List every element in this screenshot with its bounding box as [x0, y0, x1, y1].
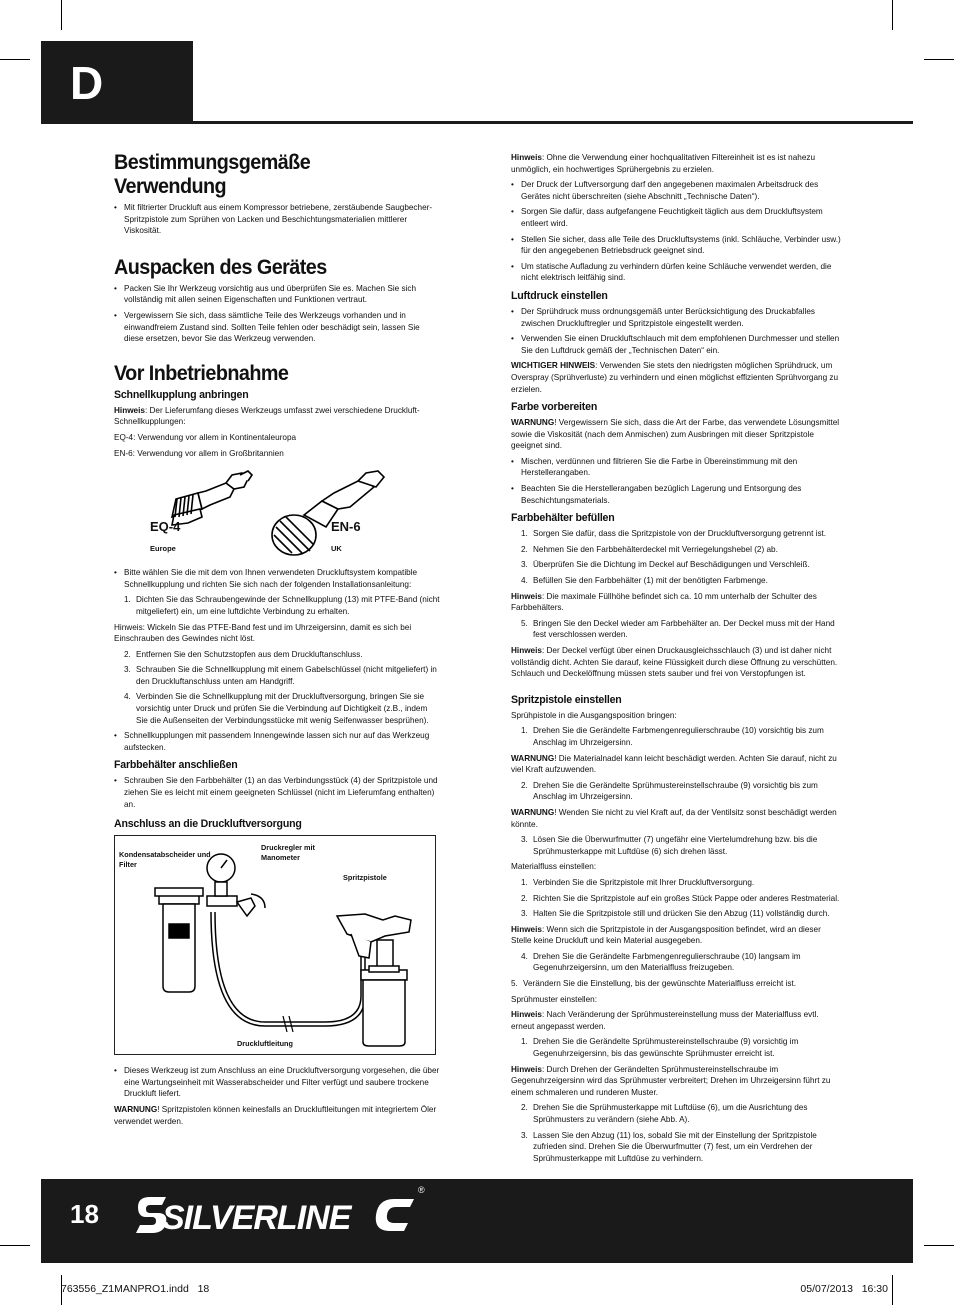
warning-text: ! Die Materialnadel kann leicht beschädigt werden. Achten Sie darauf, nicht zu viel Kraft aufzuwenden.: [511, 753, 837, 775]
filter-label: Kondensatabscheider und Filter: [119, 850, 211, 870]
crop-mark: [892, 0, 893, 30]
subheading-fill: Farbbehälter befüllen: [511, 512, 615, 525]
regulator-label: Druckregler mit Manometer: [261, 843, 315, 863]
hint-label: Hinweis: [511, 1064, 542, 1074]
heading-before-use: Vor Inbetriebnahme: [114, 360, 289, 385]
list-item: 3. Lösen Sie die Überwurfmutter (7) ungefähr eine Viertelumdrehung bzw. bis die Sprühmusterkappe mit Luftdüse (6) sich drehen lässt.: [521, 835, 818, 856]
coupling-figure: [114, 465, 440, 561]
hose-label: Druckluftleitung: [237, 1039, 293, 1049]
warning-label: WARNUNG: [511, 418, 555, 428]
step-text: Entfernen Sie den Schutzstopfen aus dem Druckluftanschluss.: [136, 649, 363, 659]
heading-intended-use: Bestimmungsgemäße Verwendung: [114, 150, 311, 198]
step-text: Dichten Sie das Schraubengewinde der Schnellkupplung (13) mit PTFE-Band (nicht mitgeliefert) ein, um eine luftdichte Verbindung zu erhalten.: [136, 595, 440, 616]
warning-paragraph: [114, 1104, 440, 1127]
step-text: Verbinden Sie die Schnellkupplung mit der Druckluftversorgung, bringen Sie sie vorsichtig unter Druck und prüfen Sie die Verbindung auf Dichtigkeit (z.B., indem Sie die Außenseiten der Verbindungsstücke mit wenig Seifenwasser besprühen).: [136, 692, 429, 725]
hint-label: Hinweis: [511, 1010, 542, 1020]
left-column: [114, 150, 440, 1131]
hint-paragraph: [511, 645, 841, 680]
step-text: Sorgen Sie dafür, dass die Spritzpistole von der Druckluftversorgung getrennt ist.: [533, 529, 827, 539]
step-text: Halten Sie die Spritzpistole still und drücken Sie den Abzug (11) vollständig durch.: [533, 909, 830, 919]
warning-text: ! Vergewissern Sie sich, dass die Art der Farbe, das verwendete Lösungsmittel sowie die Viskosität (nach dem Anmischen) zum Ausbringen mit dieser Spritzpistole geeignet sind.: [511, 418, 840, 451]
crop-mark: [61, 0, 62, 30]
warning-text: ! Wenden Sie nicht zu viel Kraft auf, da der Ventilsitz sonst beschädigt werden könnte.: [511, 807, 837, 829]
important-paragraph: [511, 360, 841, 395]
step-text: Drehen Sie die Gerändelte Sprühmustereinstellschraube (9) vorsichtig bis zum Anschlag im Uhrzeigersinn.: [533, 780, 818, 802]
step-text: Lassen Sie den Abzug (11) los, sobald Sie mit der Einstellung der Spritzpistole zufrieden sind. Drehen Sie die Überwurfmutter (7) fest, um ein Verdrehen der Sprühmusterkappe mit Luftdüse zu verhindern.: [533, 1130, 817, 1163]
list-item: 2. Entfernen Sie den Schutzstopfen aus dem Druckluftanschluss.: [124, 649, 363, 659]
gun-label: Spritzpistole: [343, 873, 387, 883]
list-item: • Sorgen Sie dafür, dass aufgefangene Feuchtigkeit täglich aus dem Druckluftsystem entleert wird.: [511, 206, 841, 229]
hint-paragraph: [114, 405, 440, 428]
list-item: • Um statische Aufladung zu verhindern dürfen keine Schläuche verwendet werden, die nicht elektrisch leitfähig sind.: [511, 261, 841, 284]
list-item: 3. Schrauben Sie die Schnellkupplung mit einem Gabelschlüssel (nicht mitgeliefert) in den Druckluftanschluss unten am Handgriff.: [124, 665, 437, 686]
step-text: Verändern Sie die Einstellung, bis der gewünschte Materialfluss erreicht ist.: [523, 979, 797, 989]
list-item: 2. Richten Sie die Spritzpistole auf ein großes Stück Pappe oder anderes Restmaterial.: [521, 893, 840, 903]
eq4-coupling-icon: [172, 471, 252, 525]
list-item: 4. Drehen Sie die Gerändelte Farbmengenregulierschraube (10) langsam im Gegenuhrzeigersinn, um den Materialfluss freizugeben.: [521, 951, 801, 973]
eq4-region: Europe: [150, 544, 176, 554]
step-text: Nehmen Sie den Farbbehälterdeckel mit Verriegelungshebel (2) ab.: [533, 544, 778, 554]
page-number: 18: [70, 1199, 99, 1229]
list-item: 1. Sorgen Sie dafür, dass die Spritzpistole von der Druckluftversorgung getrennt ist.: [521, 529, 827, 539]
crop-mark: [0, 59, 30, 60]
right-column: [511, 152, 841, 1168]
hint-label: Hinweis: [511, 591, 542, 601]
list-item: 1. Verbinden Sie die Spritzpistole mit Ihrer Druckluftversorgung.: [521, 877, 755, 887]
subheading-adjust: Spritzpistole einstellen: [511, 693, 622, 706]
step-text: Bringen Sie den Deckel wieder am Farbbehälter an. Der Deckel muss mit der Hand fest verschlossen werden.: [533, 618, 835, 640]
registered-mark: ®: [418, 1185, 425, 1195]
list-item: • Stellen Sie sicher, dass alle Teile des Druckluftsystems (inkl. Schläuche, Verbinder usw.) für den angegebenen Betriebsdruck geeignet sind.: [511, 234, 841, 257]
list-item: • Beachten Sie die Herstellerangaben bezüglich Lagerung und Entsorgung des Beschichtungsmaterials.: [511, 483, 841, 506]
list-item: • Bitte wählen Sie die mit dem von Ihnen verwendeten Druckluftsystem kompatible Schnellkupplung und richten Sie sich nach der folgenden Installationsanleitung:: [114, 567, 440, 590]
eq4-line: EQ-4: Verwendung vor allem in Kontinentaleuropa: [114, 432, 297, 442]
hint-text: : Der Deckel verfügt über einen Druckausgleichsschlauch (3) und ist daher nicht vollständig dicht. Achten Sie darauf, keine Flüssigkeit durch diese Öffnung zu verschütten. Schlauch und Deckelöffnung müssen stets sauber und frei von Verstopfungen ist.: [511, 646, 838, 679]
list-item: 3. Halten Sie die Spritzpistole still und drücken Sie den Abzug (11) vollständig durch.: [521, 909, 830, 919]
list-item: 2. Drehen Sie die Sprühmusterkappe mit Luftdüse (6), um die Ausrichtung des Sprühmusters zu verändern (siehe Abb. A).: [521, 1103, 808, 1124]
subheading-coupling: Schnellkupplung anbringen: [114, 388, 249, 401]
air-supply-figure: [114, 835, 436, 1055]
list-item: 5. Verändern Sie die Einstellung, bis der gewünschte Materialfluss erreicht ist.: [511, 979, 797, 989]
hint-text: : Die maximale Füllhöhe befindet sich ca. 10 mm unterhalb der Schulter des Farbbehälters.: [511, 591, 817, 613]
step-text: Verbinden Sie die Spritzpistole mit Ihrer Druckluftversorgung.: [533, 877, 755, 887]
warning-label: WARNUNG: [511, 753, 555, 763]
list-item: • Schrauben Sie den Farbbehälter (1) an das Verbindungsstück (4) der Spritzpistole und ziehen Sie es leicht mit einem geeigneten Schlüssel (nicht im Lieferumfang enthalten) an.: [114, 775, 440, 810]
hint-text: : Ohne die Verwendung einer hochqualitativen Filtereinheit ist es ist nahezu unmöglich, ein hochwertiges Sprühergebnis zu erzielen.: [511, 153, 816, 174]
list-item: 3. Lassen Sie den Abzug (11) los, sobald Sie mit der Einstellung der Spritzpistole zufrieden sind. Drehen Sie die Überwurfmutter (7) fest, um ein Verdrehen der Sprühmusterkappe mit Luftdüse zu verhindern.: [521, 1130, 817, 1163]
hint-paragraph: [511, 924, 841, 947]
filter-body-icon: [163, 904, 195, 992]
en6-coupling-icon: [272, 471, 384, 555]
step-text: Drehen Sie die Gerändelte Farbmengenregulierschraube (10) vorsichtig bis zum Anschlag im Uhrzeigersinn.: [533, 726, 824, 747]
hint-paragraph: [511, 152, 841, 175]
ptfe-hint: Hinweis: Wickeln Sie das PTFE-Band fest und im Uhrzeigersinn, damit es sich bei Einschrauben des Gewindes nicht löst.: [114, 622, 412, 644]
section-tab: [41, 41, 193, 123]
hose-icon: [211, 912, 365, 1026]
subheading-air-supply: Anschluss an die Druckluftversorgung: [114, 818, 302, 831]
hint-label: Hinweis: [511, 646, 542, 655]
hint-text: : Wenn sich die Spritzpistole in der Ausgangsposition befindet, wird an dieser Stelle keine Druckluft und kein Material ausgegeben.: [511, 924, 821, 946]
warning-label: WARNUNG: [511, 807, 555, 817]
step-text: Drehen Sie die Gerändelte Sprühmustereinstellschraube (9) vorsichtig im Gegenuhrzeigersinn, bis das gewünschte Sprühmuster erreicht ist.: [533, 1037, 799, 1059]
important-label: WICHTIGER HINWEIS: [511, 361, 596, 371]
intro-line: Sprühpistole in die Ausgangsposition bringen:: [511, 710, 677, 720]
hint-text: : Der Lieferumfang dieses Werkzeugs umfasst zwei verschiedene Druckluft-Schnellkupplungen:: [114, 405, 420, 427]
en6-line: EN-6: Verwendung vor allem in Großbritannien: [114, 448, 284, 458]
step-text: Überprüfen Sie die Dichtung im Deckel auf Beschädigungen und Verschleiß.: [533, 560, 810, 570]
header-rule: [41, 121, 913, 124]
heading-unpacking: Auspacken des Gerätes: [114, 254, 327, 279]
list-item: • Mit filtrierter Druckluft aus einem Kompressor betriebene, zerstäubende Saugbecher-Spritzpistole zum Sprühen von Lacken und Beschichtungsmaterialien mittlerer Viskosität.: [114, 202, 440, 237]
slug-right: 05/07/2013 16:30: [800, 1283, 888, 1295]
step-text: Drehen Sie die Sprühmusterkappe mit Luftdüse (6), um die Ausrichtung des Sprühmusters zu verändern (siehe Abb. A).: [533, 1103, 808, 1124]
warning-paragraph: [511, 753, 841, 776]
list-item: 2. Drehen Sie die Gerändelte Sprühmustereinstellschraube (9) vorsichtig bis zum Anschlag im Uhrzeigersinn.: [521, 780, 818, 802]
warning-label: WARNUNG: [114, 1105, 158, 1114]
en6-region: UK: [331, 544, 342, 554]
silverline-logo: [132, 1185, 422, 1250]
step-text: Befüllen Sie den Farbbehälter (1) mit der benötigten Farbmenge.: [533, 576, 768, 586]
hint-label: Hinweis: [511, 153, 542, 162]
brand-text: SILVERLINE: [162, 1199, 351, 1237]
step-text: Lösen Sie die Überwurfmutter (7) ungefähr eine Viertelumdrehung bzw. bis die Sprühmusterkappe mit Luftdüse (6) sich drehen lässt.: [533, 835, 818, 856]
hint-paragraph: [511, 591, 841, 614]
hint-paragraph: [511, 1064, 841, 1099]
hint-label: Hinweis: [114, 405, 145, 415]
hint-text: : Durch Drehen der Gerändelten Sprühmustereinstellschraube im Gegenuhrzeigersinn wird das Sprühmuster verbreitert; Drehen im Uhrzeigersinn führt zu einem schmaleren und runderen Muster.: [511, 1064, 831, 1097]
subheading-paint: Farbe vorbereiten: [511, 401, 598, 414]
list-item: 4. Befüllen Sie den Farbbehälter (1) mit der benötigten Farbmenge.: [521, 576, 768, 586]
important-text: : Verwenden Sie stets den niedrigsten möglichen Sprühdruck, um Overspray (Sprühverluste) zu verhindern und einen möglichst effizienten Sprühvorgang zu erzielen.: [511, 361, 839, 394]
crop-mark: [0, 1245, 30, 1246]
list-item: 1. Dichten Sie das Schraubengewinde der Schnellkupplung (13) mit PTFE-Band (nicht mitgeliefert) ein, um eine luftdichte Verbindung zu erhalten.: [124, 595, 440, 616]
list-item: • Packen Sie Ihr Werkzeug vorsichtig aus und überprüfen Sie es. Machen Sie sich vollständig mit allen seinen Eigenschaften und Funktionen vertraut.: [114, 283, 440, 306]
step-text: Drehen Sie die Gerändelte Farbmengenregulierschraube (10) langsam im Gegenuhrzeigersinn, um den Materialfluss freizugeben.: [533, 951, 801, 973]
step-text: Richten Sie die Spritzpistole auf ein großes Stück Pappe oder anderes Restmaterial.: [533, 893, 840, 903]
subheading-cup: Farbbehälter anschließen: [114, 759, 238, 772]
list-item: 4. Verbinden Sie die Schnellkupplung mit der Druckluftversorgung, bringen Sie sie vorsichtig unter Druck und prüfen Sie die Verbindung auf Dichtigkeit (z.B., indem Sie die Außenseiten der Verbindungsstücke mit wenig Seifenwasser besprühen).: [124, 692, 429, 725]
list-item: • Vergewissern Sie sich, dass sämtliche Teile des Werkzeugs vorhanden und in einwandfreiem Zustand sind. Sollten Teile fehlen oder beschädigt sein, lassen Sie diese ersetzen, bevor Sie das Werkzeug verwenden.: [114, 310, 440, 345]
subheading-pressure: Luftdruck einstellen: [511, 289, 608, 302]
spray-gun-icon: [337, 914, 411, 1046]
crop-mark: [924, 1245, 954, 1246]
hint-paragraph: [511, 1009, 841, 1032]
list-item: 1. Drehen Sie die Gerändelte Farbmengenregulierschraube (10) vorsichtig bis zum Anschlag im Uhrzeigersinn.: [521, 726, 824, 747]
crop-mark: [924, 59, 954, 60]
list-item: • Mischen, verdünnen und filtrieren Sie die Farbe in Übereinstimmung mit den Herstellerangaben.: [511, 456, 841, 479]
warning-paragraph: [511, 807, 841, 830]
eq4-caption: EQ-4: [150, 519, 181, 535]
en6-caption: EN-6: [331, 519, 361, 535]
list-item: • Der Sprühdruck muss ordnungsgemäß unter Berücksichtigung des Druckabfalles zwischen Druckluftregler und Spritzpistole eingestellt werden.: [511, 306, 841, 329]
list-item: • Verwenden Sie einen Druckluftschlauch mit dem empfohlenen Durchmesser und stellen Sie den Luftdruck gemäß der „Technischen Daten“ ein.: [511, 333, 841, 356]
brand-logo-icon: [132, 1185, 422, 1245]
list-item: • Schnellkupplungen mit passendem Innengewinde lassen sich nur auf das Werkzeug aufstecken.: [114, 730, 440, 753]
warning-text: ! Spritzpistolen können keinesfalls an Druckluftleitungen mit integriertem Öler verwendet werden.: [114, 1105, 437, 1126]
list-item: • Der Druck der Luftversorgung darf den angegebenen maximalen Arbeitsdruck des Gerätes nicht überschreiten (siehe Abschnitt „Technische Daten“).: [511, 179, 841, 202]
section-letter: D: [70, 57, 104, 109]
list-item: • Dieses Werkzeug ist zum Anschluss an eine Druckluftversorgung vorgesehen, die über eine Wartungseinheit mit Wasserabscheider und Filter verfügt und saubere trockene Druckluft liefert.: [114, 1065, 440, 1100]
intro-line: Sprühmuster einstellen:: [511, 994, 598, 1004]
list-item: 1. Drehen Sie die Gerändelte Sprühmustereinstellschraube (9) vorsichtig im Gegenuhrzeigersinn, bis das gewünschte Sprühmuster erreicht ist.: [521, 1037, 799, 1059]
list-item: 5. Bringen Sie den Deckel wieder am Farbbehälter an. Der Deckel muss mit der Hand fest verschlossen werden.: [521, 618, 835, 640]
step-text: Schrauben Sie die Schnellkupplung mit einem Gabelschlüssel (nicht mitgeliefert) in den Druckluftanschluss unten am Handgriff.: [136, 665, 437, 686]
slug-left: 763556_Z1MANPRO1.indd 18: [61, 1283, 210, 1295]
list-item: 3. Überprüfen Sie die Dichtung im Deckel auf Beschädigungen und Verschleiß.: [521, 560, 810, 570]
hint-text: : Nach Veränderung der Sprühmustereinstellung muss der Materialfluss evtl. erneut angepasst werden.: [511, 1010, 819, 1031]
hint-label: Hinweis: [511, 924, 542, 934]
crop-mark: [892, 1275, 893, 1305]
intro-line: Materialfluss einstellen:: [511, 862, 597, 872]
list-item: 2. Nehmen Sie den Farbbehälterdeckel mit Verriegelungshebel (2) ab.: [521, 544, 778, 554]
warning-paragraph: [511, 417, 841, 452]
